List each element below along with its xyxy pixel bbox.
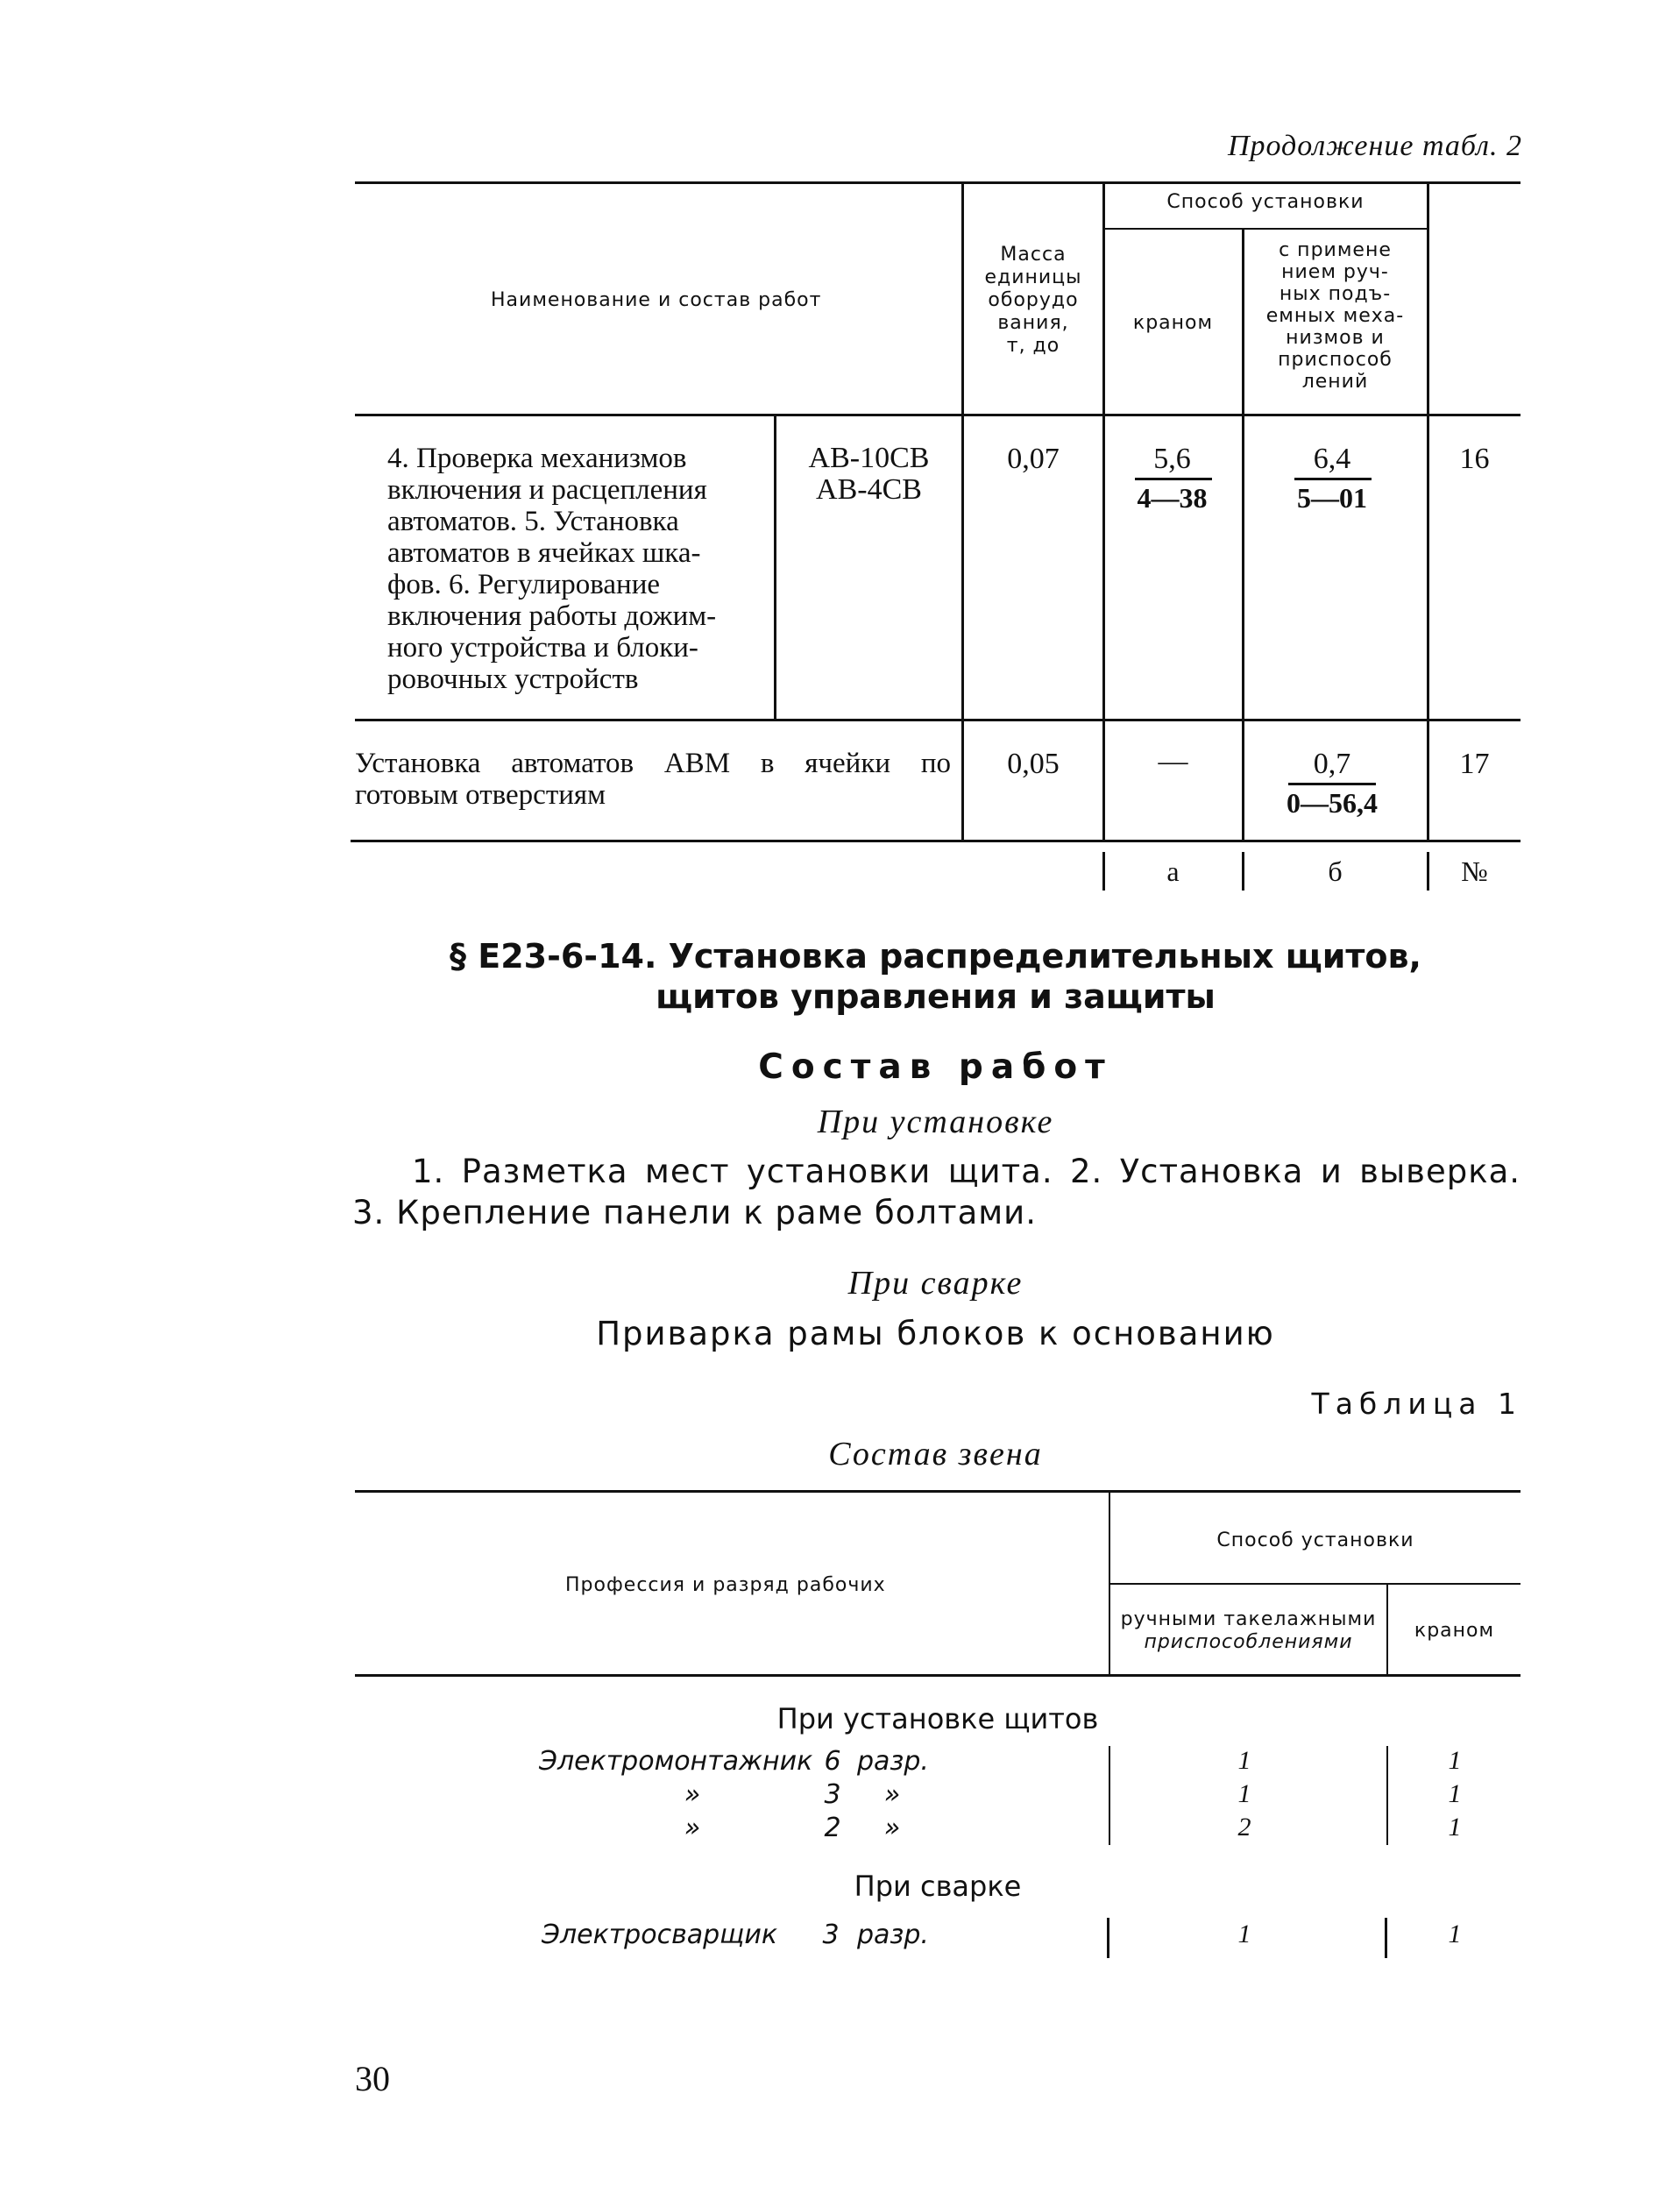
manual-count: 1 xyxy=(1237,1746,1251,1775)
group-install-heading: При установке щитов xyxy=(776,1702,1099,1735)
worker-unit: разр. xyxy=(857,1746,929,1777)
manual-count: 1 xyxy=(1237,1920,1251,1948)
row2-b-code: 0—56,4 xyxy=(1287,787,1378,819)
column-a-label: а xyxy=(1166,855,1180,887)
row2-description: Установка автоматов АВМ в ячейки по готовым отверстиям xyxy=(355,748,951,811)
install-text-line1: 1. Разметка мест установки щита. 2. Установка и выверка. xyxy=(412,1153,1521,1190)
weld-text: Приварка рамы блоков к основанию xyxy=(596,1315,1275,1352)
subheading-weld: При сварке xyxy=(847,1265,1024,1302)
manual-count: 1 xyxy=(1237,1779,1251,1808)
header-manual: с примене нием руч- ных подъ- емных меха- низмов и приспособ лений xyxy=(1265,239,1405,393)
row2-b-value: 0,7 xyxy=(1313,748,1351,780)
worker-name: » xyxy=(684,1813,701,1843)
crane-count: 1 xyxy=(1448,1920,1462,1948)
row1-a-bar xyxy=(1135,478,1212,480)
row1-a-value: 5,6 xyxy=(1153,443,1191,475)
worker-grade: 6 xyxy=(824,1746,841,1777)
worker-grade: 3 xyxy=(824,1779,841,1810)
worker-unit: » xyxy=(883,1813,901,1843)
row2-a-value: — xyxy=(1158,745,1188,777)
crane-count: 1 xyxy=(1448,1746,1462,1775)
continuation-label: Продолжение табл. 2 xyxy=(1227,130,1522,162)
worker-unit: » xyxy=(883,1779,901,1810)
crane-count: 1 xyxy=(1448,1779,1462,1808)
header-crane-t1: краном xyxy=(1414,1620,1495,1642)
header-mass: Масса единицы оборудо вания, т, до xyxy=(984,244,1082,357)
composition-heading: Состав работ xyxy=(758,1047,1113,1087)
worker-name: » xyxy=(684,1779,701,1810)
section-title: § Е23-6-14. Установка распределительных щитов, щитов управления и защиты xyxy=(450,937,1421,1016)
row2-number: 17 xyxy=(1459,748,1490,780)
row1-a-code: 4—38 xyxy=(1137,482,1208,514)
group-weld-heading: При сварке xyxy=(854,1870,1022,1903)
header-method-t1: Способ установки xyxy=(1216,1529,1414,1551)
manual-count: 2 xyxy=(1237,1813,1251,1842)
row2-b-bar xyxy=(1288,783,1376,785)
page-number: 30 xyxy=(355,2059,390,2098)
row1-description: 4. Проверка механизмов включения и расцепления автоматов. 5. Установка автоматов в ячейках шка- фов. 6. Регулирование включения работы дожим- ного устройства и блоки- ровочных устройств xyxy=(387,443,717,695)
subheading-install: При установке xyxy=(817,1104,1054,1140)
header-name: Наименование и состав работ xyxy=(491,289,822,311)
row1-b-code: 5—01 xyxy=(1297,482,1367,514)
row1-b-bar xyxy=(1294,478,1372,480)
table-1-caption: Состав звена xyxy=(828,1436,1043,1473)
row1-b-value: 6,4 xyxy=(1313,443,1351,475)
header-profession: Профессия и разряд рабочих xyxy=(565,1574,886,1596)
worker-grade: 2 xyxy=(824,1813,841,1843)
crane-count: 1 xyxy=(1448,1813,1462,1842)
column-number-label: № xyxy=(1461,855,1488,887)
worker-grade: 3 xyxy=(822,1920,840,1950)
row1-model: АВ-10СВ АВ-4СВ xyxy=(808,442,930,506)
row2-mass: 0,05 xyxy=(1007,748,1060,780)
worker-name: Электромонтажник xyxy=(539,1746,813,1777)
header-crane: краном xyxy=(1132,312,1214,334)
column-b-label: б xyxy=(1328,855,1343,887)
table-1-label: Таблица 1 xyxy=(1311,1387,1522,1421)
row1-mass: 0,07 xyxy=(1007,443,1060,475)
worker-unit: разр. xyxy=(857,1920,929,1950)
header-manual-t1: ручными такелажными приспособлениями xyxy=(1120,1608,1377,1653)
worker-name: Электросварщик xyxy=(542,1920,778,1950)
install-text-line2: 3. Крепление панели к раме болтами. xyxy=(352,1194,1037,1231)
header-method: Способ установки xyxy=(1166,191,1365,213)
row1-number: 16 xyxy=(1459,443,1490,475)
